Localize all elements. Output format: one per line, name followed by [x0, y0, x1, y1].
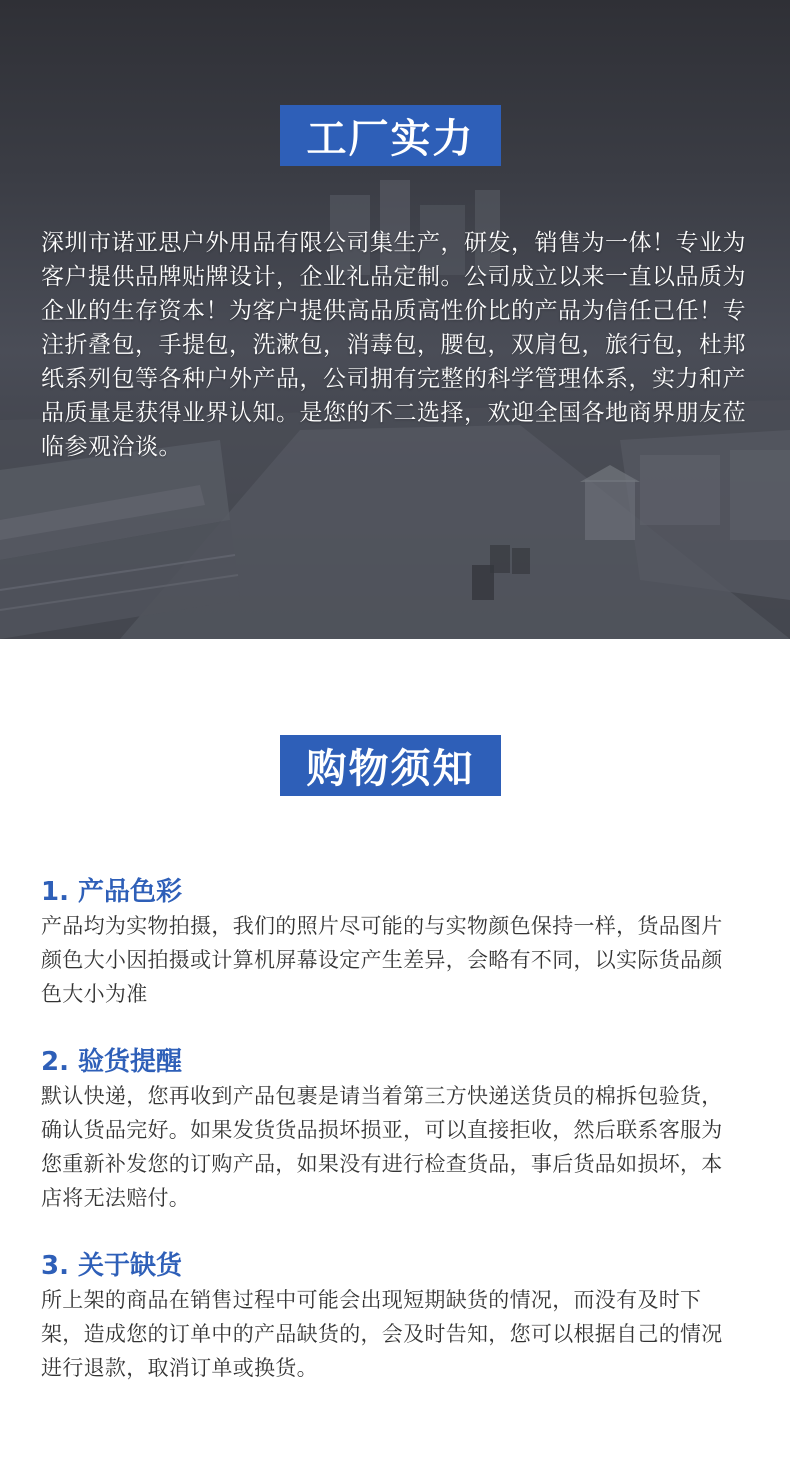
factory-intro-text: 深圳市诺亚思户外用品有限公司集生产，研发，销售为一体！专业为客户提供品牌贴牌设计，企业礼品定制。公司成立以来一直以品质为企业的生存资本！为客户提供高品质高性价比的产品为信任己任！专注折叠包，手提包，洗漱包，消毒包，腰包，双肩包，旅行包，杜邦纸系列包等各种户外产品，公司拥有完整的科学管理体系，实力和产品质量是获得业界认知。是您的不二选择，欢迎全国各地商界朋友莅临参观洽谈。 [41, 230, 746, 460]
notice-title: 1. 产品色彩 [41, 877, 183, 907]
notice-inspection [41, 1045, 741, 1215]
notice-body: 产品均为实物拍摄，我们的照片尽可能的与实物颜色保持一样，货品图片颜色大小因拍摄或计算机屏幕设定产生差异，会略有不同，以实际货品颜色大小为准 [41, 914, 723, 1006]
notice-body: 默认快递，您再收到产品包裹是请当着第三方快递送货员的棉拆包验货，确认货品完好。如果发货货品损坏损亚，可以直接拒收，然后联系客服为您重新补发您的订购产品，如果没有进行检查货品，事后货品如损坏，本店将无法赔付。 [41, 1084, 723, 1210]
factory-section-title: 工厂实力 [280, 105, 501, 166]
factory-hero [0, 0, 790, 639]
notice-product-color [41, 875, 741, 1011]
shopping-section-title: 购物须知 [280, 735, 501, 796]
notice-title: 3. 关于缺货 [41, 1251, 183, 1281]
notice-title: 2. 验货提醒 [41, 1047, 183, 1077]
notice-body: 所上架的商品在销售过程中可能会出现短期缺货的情况，而没有及时下架，造成您的订单中的产品缺货的，会及时告知，您可以根据自己的情况进行退款，取消订单或换货。 [41, 1288, 723, 1380]
notice-out-of-stock [41, 1249, 741, 1385]
